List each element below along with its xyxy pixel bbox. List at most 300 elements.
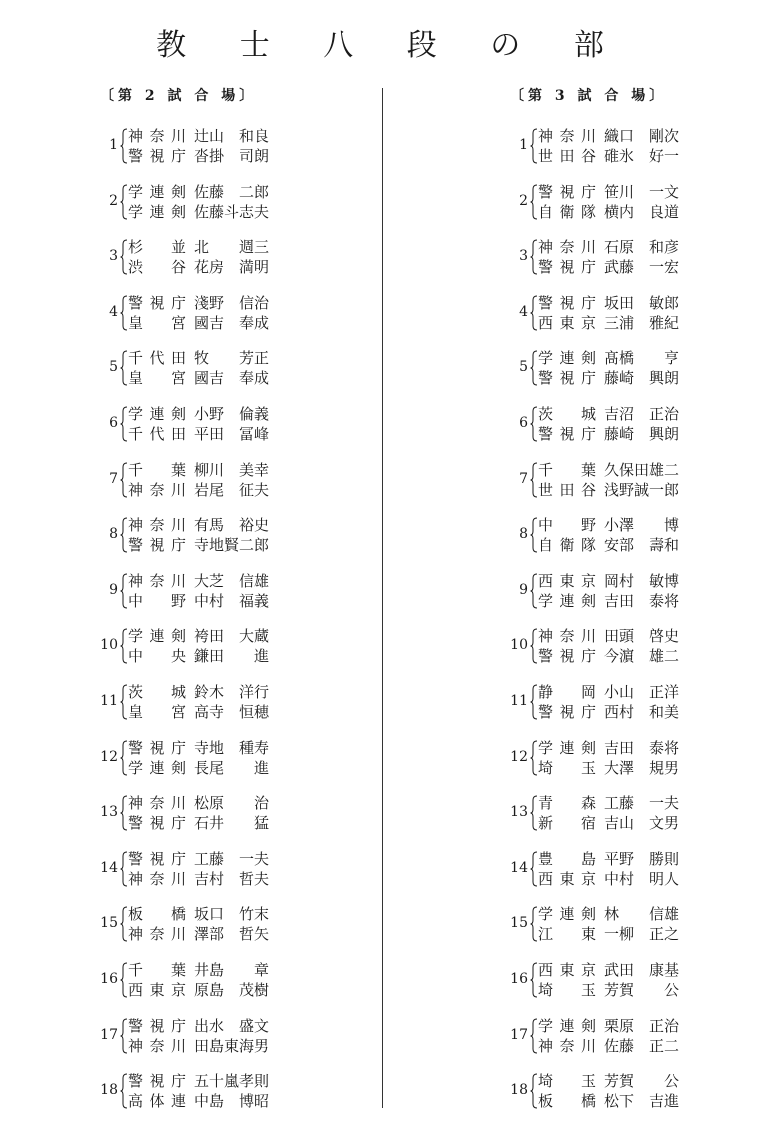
player-prefecture: 警視庁	[128, 814, 186, 833]
player-name: 國吉 奉成	[194, 369, 270, 388]
spacer	[596, 146, 604, 166]
player-name: 寺地 種寿	[194, 738, 270, 757]
match-row	[100, 460, 360, 516]
brace-icon	[530, 1018, 538, 1054]
match-row	[510, 626, 760, 682]
brace-icon	[530, 684, 538, 720]
spacer	[186, 348, 194, 368]
brace-icon	[530, 573, 538, 609]
match-row	[100, 293, 360, 349]
spacer	[186, 758, 194, 778]
column-divider	[382, 88, 383, 1108]
player-entry	[128, 182, 268, 202]
spacer	[186, 460, 194, 480]
match-players	[128, 960, 268, 1000]
player-prefecture: 千 葉	[128, 960, 186, 979]
match-row	[100, 348, 360, 404]
match-players	[128, 626, 268, 666]
match-row	[100, 626, 360, 682]
match-players	[128, 348, 268, 388]
match-row	[510, 960, 760, 1016]
player-name: 碓氷 好一	[604, 147, 680, 165]
match-number: 4	[109, 303, 118, 320]
match-players	[538, 793, 678, 833]
player-entry	[128, 626, 268, 646]
player-name: 有馬 裕史	[194, 516, 270, 535]
player-entry	[128, 480, 268, 500]
match-list	[100, 126, 360, 1127]
player-prefecture: 埼 玉	[538, 1072, 596, 1091]
player-entry	[128, 348, 268, 368]
spacer	[186, 738, 194, 758]
match-row	[510, 237, 760, 293]
match-number: 18	[100, 1082, 118, 1099]
brace-icon	[530, 795, 538, 831]
brace-icon	[120, 128, 128, 164]
player-name: 小澤 博	[604, 516, 680, 535]
spacer	[596, 535, 604, 555]
player-entry	[128, 293, 268, 313]
player-name: 横内 良道	[604, 202, 680, 221]
player-prefecture: 皇 宮	[128, 702, 186, 721]
player-name: 牧 芳正	[194, 349, 270, 368]
player-entry	[128, 738, 268, 758]
player-prefecture: 神奈川	[128, 1036, 186, 1055]
spacer	[186, 293, 194, 313]
spacer	[186, 571, 194, 591]
match-row	[100, 182, 360, 238]
match-players	[538, 237, 678, 277]
match-players	[538, 126, 678, 166]
match-players	[538, 348, 678, 388]
player-prefecture: 警視庁	[128, 293, 186, 312]
match-row	[510, 793, 760, 849]
player-name: 栗原 正治	[604, 1016, 680, 1035]
spacer	[596, 202, 604, 222]
player-name: 工藤 一夫	[604, 794, 680, 813]
player-prefecture: 板 橋	[538, 1092, 596, 1111]
player-entry	[128, 313, 268, 333]
match-players	[128, 738, 268, 778]
player-entry	[128, 368, 268, 388]
match-players	[128, 682, 268, 722]
player-name: 大澤 規男	[604, 758, 680, 777]
player-name: 三浦 雅紀	[604, 313, 680, 332]
player-entry	[538, 368, 678, 388]
match-players	[538, 182, 678, 222]
match-number: 2	[109, 192, 118, 209]
player-name: 坂田 敏郎	[604, 293, 680, 312]
player-name: 佐藤斗志夫	[194, 202, 270, 221]
player-name: 西村 和美	[604, 702, 680, 721]
match-row	[510, 515, 760, 571]
player-prefecture: 静 岡	[538, 682, 596, 701]
player-name: 鈴木 洋行	[194, 682, 270, 701]
player-entry	[128, 460, 268, 480]
match-players	[128, 1071, 268, 1111]
match-players	[538, 626, 678, 666]
player-name: 佐藤 正二	[604, 1036, 680, 1055]
spacer	[186, 793, 194, 813]
match-row	[510, 849, 760, 905]
court-title: 〔第 3 試 合 場〕	[510, 88, 668, 104]
player-name: 小野 倫義	[194, 404, 270, 423]
match-row	[510, 738, 760, 794]
player-name: 石原 和彦	[604, 238, 680, 257]
player-name: 袴田 大蔵	[194, 627, 270, 646]
match-number: 16	[100, 970, 118, 987]
brace-icon	[530, 962, 538, 998]
player-entry	[538, 237, 678, 257]
player-name: 吉田 泰将	[604, 591, 680, 610]
spacer	[186, 869, 194, 889]
player-entry	[128, 591, 268, 611]
player-prefecture: 板 橋	[128, 905, 186, 924]
spacer	[596, 626, 604, 646]
match-number: 7	[519, 470, 528, 487]
player-prefecture: 西東京	[538, 571, 596, 590]
player-entry	[538, 646, 678, 666]
match-players	[538, 515, 678, 555]
match-row	[100, 849, 360, 905]
player-entry	[538, 924, 678, 944]
brace-icon	[120, 740, 128, 776]
player-entry	[538, 293, 678, 313]
player-prefecture: 神奈川	[128, 925, 186, 944]
player-prefecture: 神奈川	[128, 516, 186, 535]
brace-icon	[530, 851, 538, 887]
match-number: 16	[510, 970, 528, 987]
spacer	[186, 1036, 194, 1056]
player-name: 花房 満明	[194, 258, 270, 277]
spacer	[186, 480, 194, 500]
player-entry	[538, 980, 678, 1000]
player-entry	[538, 1091, 678, 1111]
match-number: 12	[510, 748, 528, 765]
player-entry	[538, 460, 678, 480]
player-name: 浅野誠一郎	[604, 480, 680, 499]
spacer	[186, 1091, 194, 1111]
player-entry	[538, 182, 678, 202]
player-prefecture: 豊 島	[538, 849, 596, 868]
match-number: 2	[519, 192, 528, 209]
match-row	[510, 348, 760, 404]
player-prefecture: 学連剣	[538, 905, 596, 924]
court-3-section	[510, 86, 760, 1111]
player-name: 林 信雄	[604, 905, 680, 924]
player-entry	[128, 904, 268, 924]
player-prefecture: 埼 玉	[538, 758, 596, 777]
player-entry	[538, 257, 678, 277]
spacer	[596, 460, 604, 480]
player-name: 松原 治	[194, 794, 270, 813]
player-name: 鎌田 進	[194, 647, 270, 666]
player-name: 吉山 文男	[604, 814, 680, 833]
player-prefecture: 茨 城	[538, 404, 596, 423]
match-number: 10	[100, 637, 118, 654]
player-name: 國吉 奉成	[194, 313, 270, 332]
player-entry	[538, 535, 678, 555]
spacer	[596, 293, 604, 313]
player-entry	[538, 424, 678, 444]
player-entry	[128, 571, 268, 591]
player-entry	[128, 813, 268, 833]
player-name: 髙橋 亨	[604, 349, 680, 368]
spacer	[596, 257, 604, 277]
player-name: 出水 盛文	[194, 1016, 270, 1035]
player-prefecture: 千 葉	[128, 460, 186, 479]
player-entry	[538, 702, 678, 722]
match-number: 11	[100, 692, 118, 709]
player-entry	[128, 424, 268, 444]
player-prefecture: 青 森	[538, 794, 596, 813]
player-name: 大芝 信雄	[194, 571, 270, 590]
player-prefecture: 世田谷	[538, 480, 596, 499]
player-entry	[538, 571, 678, 591]
player-entry	[538, 758, 678, 778]
spacer	[596, 738, 604, 758]
spacer	[596, 348, 604, 368]
player-prefecture: 警視庁	[128, 147, 186, 165]
player-entry	[538, 1036, 678, 1056]
spacer	[186, 313, 194, 333]
player-prefecture: 警視庁	[128, 1072, 186, 1091]
match-number: 5	[109, 359, 118, 376]
match-players	[128, 404, 268, 444]
spacer	[186, 368, 194, 388]
brace-icon	[120, 350, 128, 386]
spacer	[596, 1016, 604, 1036]
player-name: 岩尾 征夫	[194, 480, 270, 499]
match-number: 15	[510, 915, 528, 932]
player-prefecture: 高体連	[128, 1092, 186, 1111]
player-name: 五十嵐孝則	[194, 1072, 270, 1091]
match-row	[510, 682, 760, 738]
player-entry	[128, 237, 268, 257]
player-entry	[128, 960, 268, 980]
player-name: 吉沼 正治	[604, 404, 680, 423]
spacer	[186, 960, 194, 980]
player-entry	[128, 535, 268, 555]
player-prefecture: 学連剣	[128, 627, 186, 646]
player-entry	[538, 682, 678, 702]
spacer	[186, 591, 194, 611]
player-name: 沓掛 司朗	[194, 147, 270, 165]
spacer	[596, 960, 604, 980]
player-entry	[128, 702, 268, 722]
spacer	[596, 404, 604, 424]
player-prefecture: 世田谷	[538, 147, 596, 165]
match-row	[100, 1016, 360, 1072]
spacer	[596, 237, 604, 257]
match-players	[128, 237, 268, 277]
player-name: 平野 勝則	[604, 849, 680, 868]
match-number: 10	[510, 637, 528, 654]
match-number: 1	[519, 137, 528, 153]
spacer	[596, 368, 604, 388]
player-prefecture: 学連剣	[538, 1016, 596, 1035]
brace-icon	[530, 128, 538, 164]
player-name: 武田 康基	[604, 960, 680, 979]
spacer	[596, 849, 604, 869]
match-row	[100, 793, 360, 849]
player-name: 辻山 和良	[194, 127, 270, 145]
brace-icon	[530, 406, 538, 442]
spacer	[186, 202, 194, 222]
player-entry	[538, 202, 678, 222]
player-entry	[538, 904, 678, 924]
court-title: 〔第 2 試 合 場〕	[100, 88, 258, 104]
player-entry	[538, 626, 678, 646]
spacer	[186, 237, 194, 257]
brace-icon	[530, 462, 538, 498]
brace-icon	[120, 295, 128, 331]
player-entry	[128, 515, 268, 535]
brace-icon	[120, 406, 128, 442]
spacer	[186, 924, 194, 944]
player-prefecture: 神奈川	[538, 238, 596, 257]
match-players	[128, 182, 268, 222]
player-entry	[128, 126, 268, 146]
spacer	[596, 793, 604, 813]
player-prefecture: 警視庁	[538, 258, 596, 277]
player-name: 澤部 哲矢	[194, 925, 270, 944]
player-prefecture: 神奈川	[128, 480, 186, 499]
match-players	[538, 738, 678, 778]
spacer	[186, 535, 194, 555]
match-players	[128, 793, 268, 833]
match-number: 15	[100, 915, 118, 932]
player-name: 藤崎 興朗	[604, 369, 680, 388]
match-number: 14	[100, 859, 118, 876]
player-prefecture: 埼 玉	[538, 980, 596, 999]
match-row	[100, 126, 360, 182]
match-row	[510, 182, 760, 238]
player-name: 井島 章	[194, 960, 270, 979]
player-entry	[538, 348, 678, 368]
player-prefecture: 神奈川	[538, 1036, 596, 1055]
player-prefecture: 西東京	[128, 980, 186, 999]
player-prefecture: 警視庁	[538, 182, 596, 201]
match-players	[538, 404, 678, 444]
player-name: 松下 吉進	[604, 1092, 680, 1111]
player-entry	[128, 1036, 268, 1056]
spacer	[596, 571, 604, 591]
match-players	[128, 904, 268, 944]
match-players	[128, 571, 268, 611]
player-name: 織口 剛次	[604, 127, 680, 145]
match-players	[128, 126, 268, 166]
match-row	[100, 904, 360, 960]
player-name: 中島 博昭	[194, 1092, 270, 1111]
spacer	[186, 126, 194, 146]
match-players	[128, 293, 268, 333]
match-number: 18	[510, 1082, 528, 1099]
brace-icon	[120, 517, 128, 553]
spacer	[596, 702, 604, 722]
player-prefecture: 千 葉	[538, 460, 596, 479]
spacer	[596, 1036, 604, 1056]
match-number: 14	[510, 859, 528, 876]
match-number: 13	[100, 804, 118, 821]
player-prefecture: 学連剣	[538, 349, 596, 368]
match-number: 9	[109, 581, 118, 598]
player-name: 坂口 竹末	[194, 905, 270, 924]
player-prefecture: 皇 宮	[128, 313, 186, 332]
player-entry	[128, 646, 268, 666]
player-prefecture: 警視庁	[128, 536, 186, 555]
player-name: 中村 明人	[604, 869, 680, 888]
match-players	[538, 571, 678, 611]
spacer	[186, 849, 194, 869]
spacer	[596, 480, 604, 500]
brace-icon	[120, 906, 128, 942]
brace-icon	[530, 1073, 538, 1109]
spacer	[596, 182, 604, 202]
player-name: 久保田雄二	[604, 460, 680, 479]
match-row	[100, 960, 360, 1016]
brace-icon	[530, 628, 538, 664]
spacer	[186, 1071, 194, 1091]
player-prefecture: 杉 並	[128, 238, 186, 257]
player-prefecture: 西東京	[538, 960, 596, 979]
spacer	[596, 1071, 604, 1091]
player-entry	[538, 404, 678, 424]
player-prefecture: 神奈川	[128, 869, 186, 888]
player-prefecture: 江 東	[538, 925, 596, 944]
brace-icon	[530, 350, 538, 386]
player-name: 田頭 啓史	[604, 627, 680, 646]
player-prefecture: 中 央	[128, 647, 186, 666]
brace-icon	[120, 628, 128, 664]
match-number: 13	[510, 804, 528, 821]
player-name: 小山 正洋	[604, 682, 680, 701]
player-name: 中村 福義	[194, 591, 270, 610]
brace-icon	[120, 962, 128, 998]
spacer	[186, 626, 194, 646]
player-prefecture: 警視庁	[538, 369, 596, 388]
match-row	[510, 1071, 760, 1127]
match-number: 6	[519, 414, 528, 431]
player-entry	[128, 849, 268, 869]
player-prefecture: 警視庁	[538, 647, 596, 666]
player-name: 安部 壽和	[604, 536, 680, 555]
player-name: 芳賀 公	[604, 980, 680, 999]
match-players	[128, 460, 268, 500]
player-entry	[538, 146, 678, 166]
match-number: 6	[109, 414, 118, 431]
player-entry	[128, 1071, 268, 1091]
player-name: 柳川 美幸	[194, 460, 270, 479]
spacer	[186, 1016, 194, 1036]
player-prefecture: 神奈川	[128, 571, 186, 590]
spacer	[186, 904, 194, 924]
player-prefecture: 警視庁	[128, 738, 186, 757]
spacer	[596, 1091, 604, 1111]
spacer	[596, 424, 604, 444]
spacer	[596, 869, 604, 889]
match-number: 8	[519, 526, 528, 543]
spacer	[596, 813, 604, 833]
match-row	[100, 738, 360, 794]
brace-icon	[530, 295, 538, 331]
player-prefecture: 新 宿	[538, 814, 596, 833]
player-name: 平田 冨峰	[194, 424, 270, 443]
player-entry	[538, 313, 678, 333]
player-entry	[128, 1091, 268, 1111]
spacer	[596, 980, 604, 1000]
player-entry	[538, 480, 678, 500]
